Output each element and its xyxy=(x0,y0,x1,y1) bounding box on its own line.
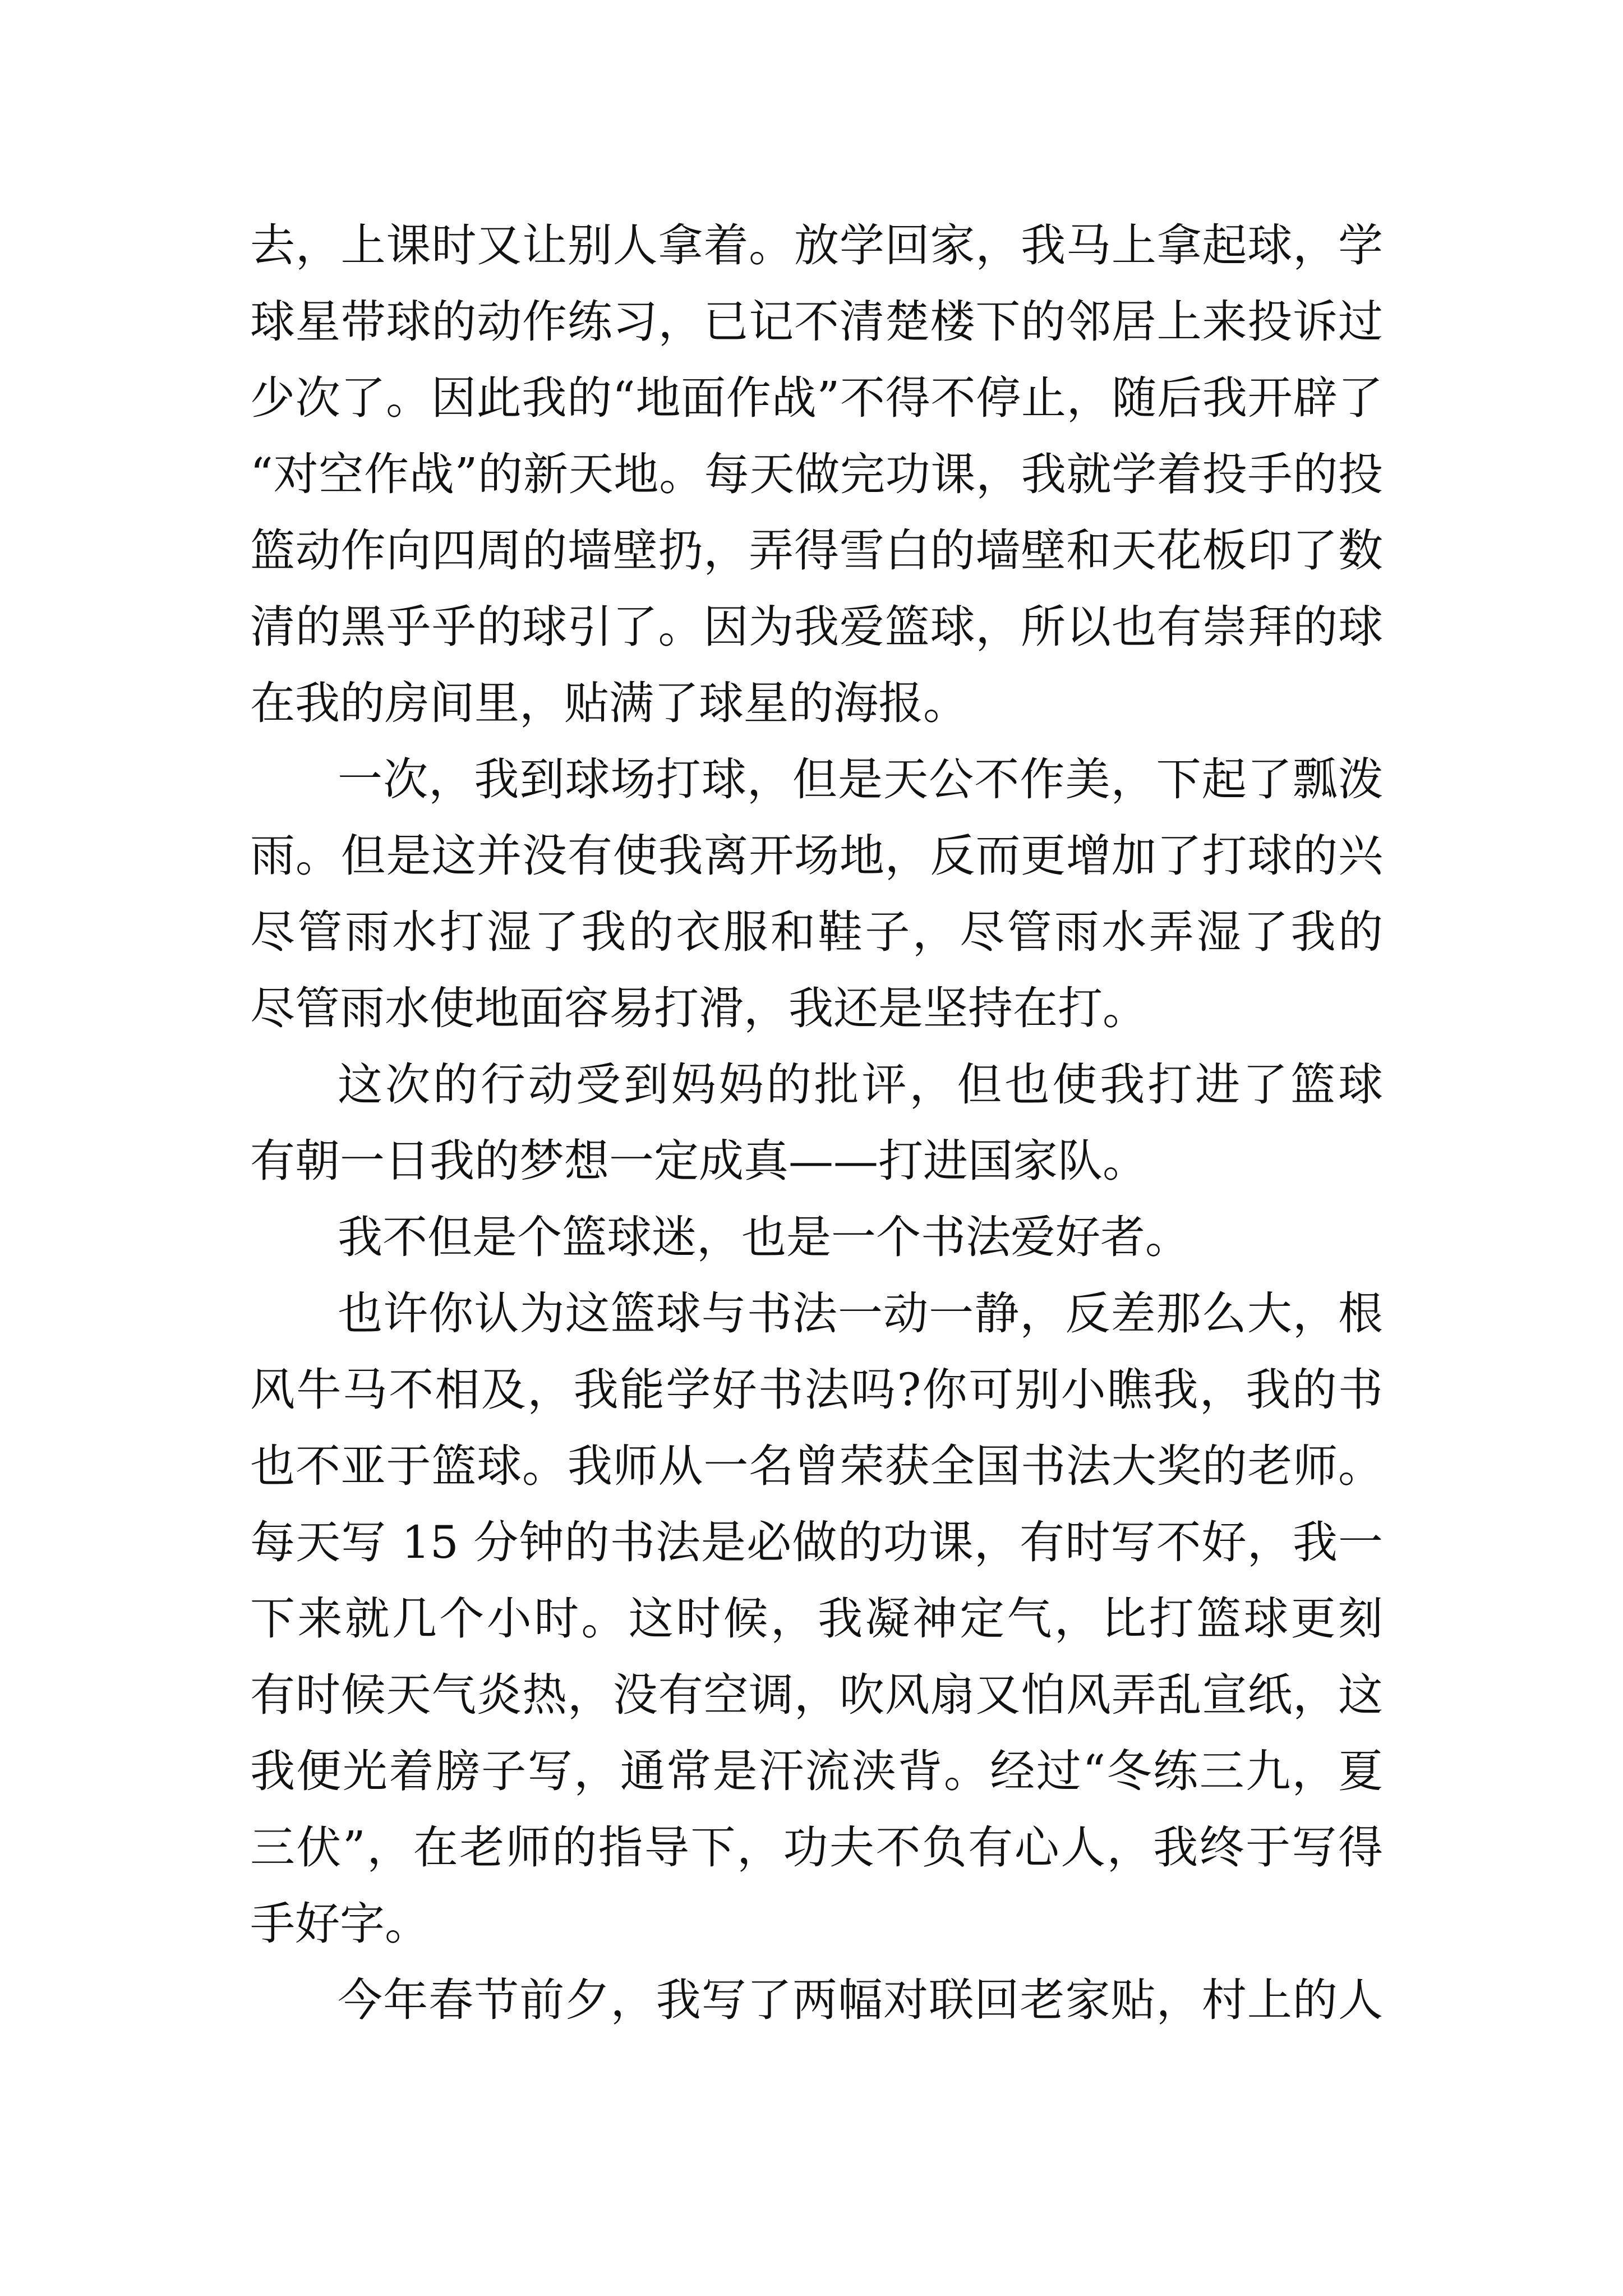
body-text xyxy=(250,208,1383,2039)
text-line: 雨。但是这并没有使我离开场地，反而更增加了打球的兴 xyxy=(250,830,1383,882)
text-line: 每天写 15 分钟的书法是必做的功课，有时写不好，我一 xyxy=(250,1516,1383,1568)
paragraph-first-line: 也许你认为这篮球与书法一动一静，反差那么大，根 xyxy=(338,1287,1383,1340)
text-line: 在我的房间里，贴满了球星的海报。 xyxy=(250,677,968,729)
text-line: 清的黑乎乎的球引了。因为我爱篮球，所以也有崇拜的球 xyxy=(250,601,1383,653)
text-line: 有时候天气炎热，没有空调，吹风扇又怕风弄乱宣纸，这 xyxy=(250,1669,1383,1721)
text-line: 我便光着膀子写，通常是汗流浃背。经过“冬练三九，夏 xyxy=(250,1745,1383,1797)
text-line: 下来就几个小时。这时候，我凝神定气，比打篮球更刻 xyxy=(250,1593,1383,1645)
paragraph-first-line: 我不但是个篮球迷，也是一个书法爱好者。 xyxy=(338,1211,1190,1263)
text-line: 三伏”，在老师的指导下，功夫不负有心人，我终于写得 xyxy=(250,1821,1383,1874)
text-line: 篮动作向四周的墙壁扔，弄得雪白的墙壁和天花板印了数 xyxy=(250,524,1383,577)
text-line: 手好字。 xyxy=(250,1898,430,1950)
paragraph-first-line: 这次的行动受到妈妈的批评，但也使我打进了篮球 xyxy=(338,1059,1383,1111)
text-line: 也不亚于篮球。我师从一名曾荣获全国书法大奖的老师。 xyxy=(250,1440,1383,1492)
text-line: 风牛马不相及，我能学好书法吗?你可别小瞧我，我的书 xyxy=(250,1364,1383,1416)
text-line: “对空作战”的新天地。每天做完功课，我就学着投手的投 xyxy=(250,448,1383,500)
paragraph-first-line: 今年春节前夕，我写了两幅对联回老家贴，村上的人 xyxy=(338,1974,1383,2026)
text-line: 少次了。因此我的“地面作战”不得不停止，随后我开辟了 xyxy=(250,372,1383,424)
text-line: 球星带球的动作练习，已记不清楚楼下的邻居上来投诉过 xyxy=(250,296,1383,348)
paragraph-first-line: 一次，我到球场打球，但是天公不作美，下起了瓢泼 xyxy=(338,753,1383,806)
text-line: 尽管雨水打湿了我的衣服和鞋子，尽管雨水弄湿了我的 xyxy=(250,906,1383,958)
text-line: 去，上课时又让别人拿着。放学回家，我马上拿起球，学 xyxy=(250,219,1383,272)
text-line: 有朝一日我的梦想一定成真——打进国家队。 xyxy=(250,1135,1147,1187)
text-line: 尽管雨水使地面容易打滑，我还是坚持在打。 xyxy=(250,982,1147,1034)
